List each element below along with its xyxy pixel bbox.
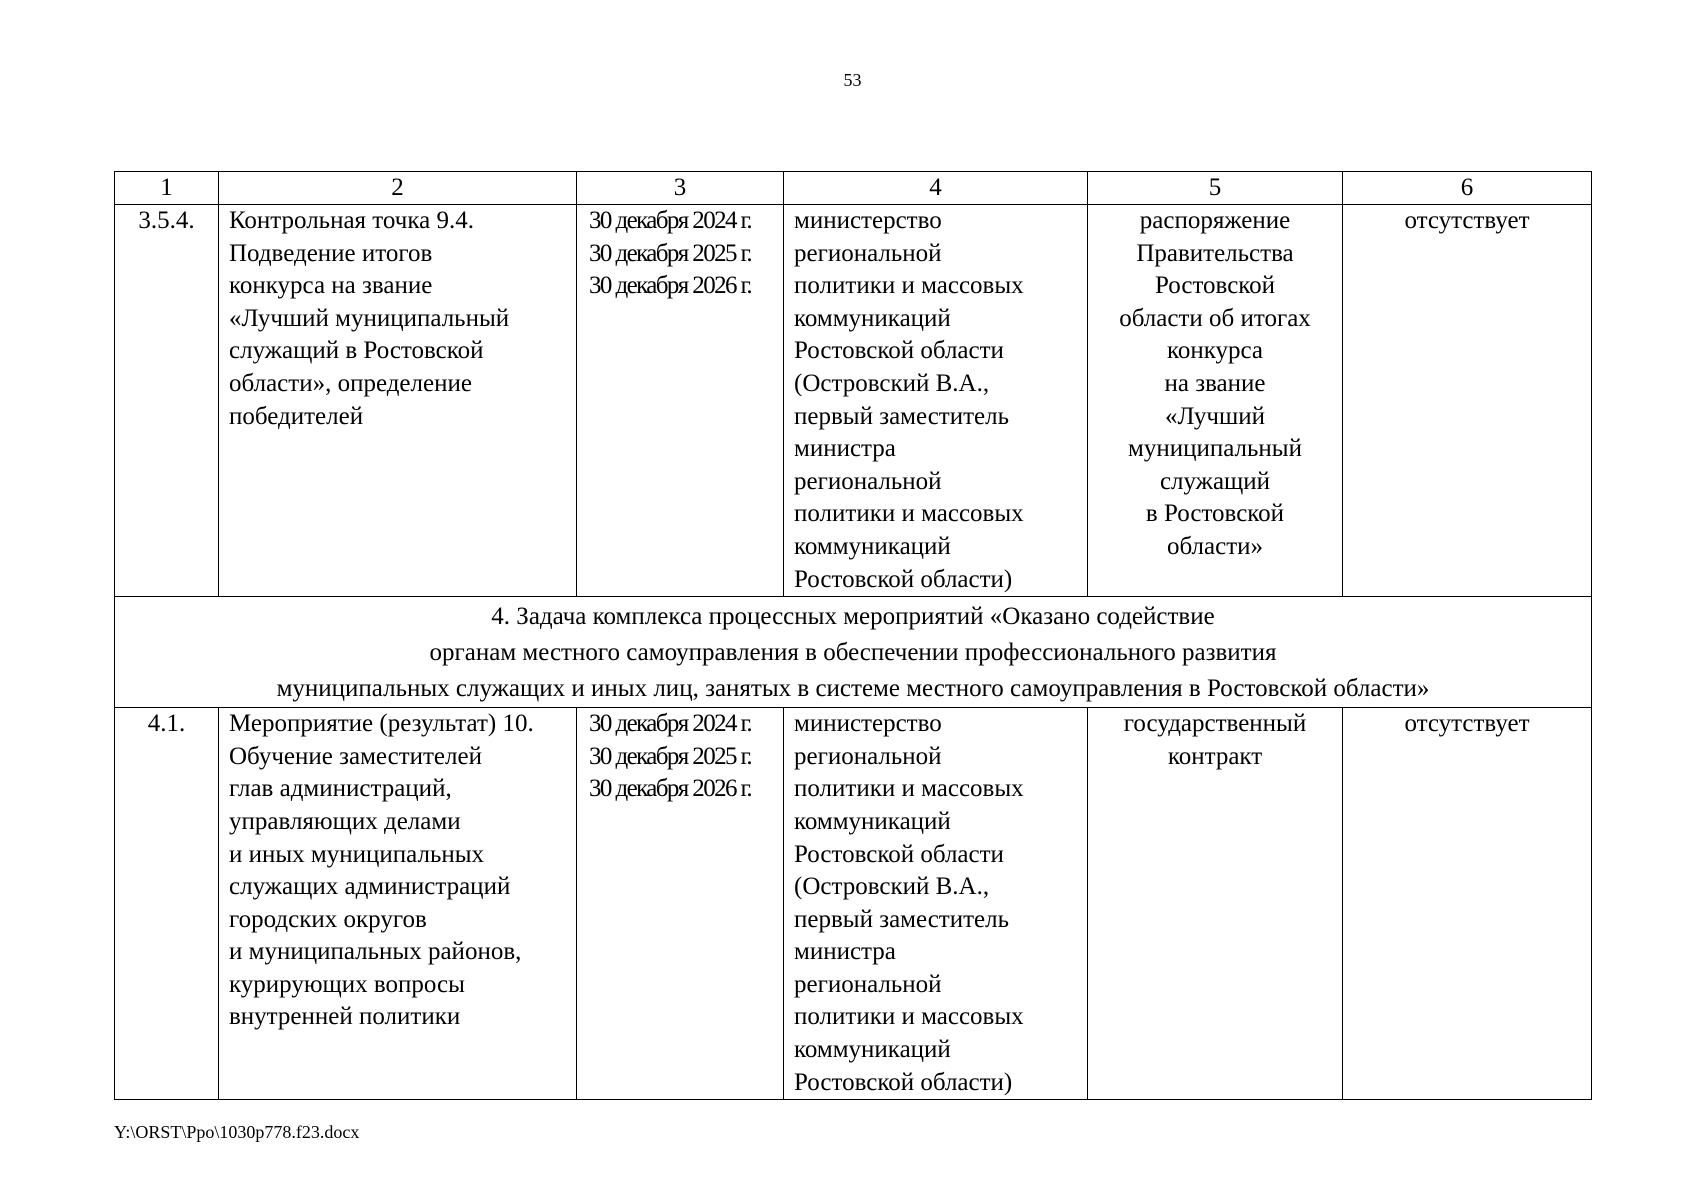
event-name-line: управляющих делами (229, 807, 461, 835)
column-header: 2 (219, 172, 577, 205)
document-line: распоряжение (1139, 207, 1291, 234)
responsible-line: региональной (794, 970, 942, 998)
deadline-cell (577, 708, 784, 1100)
document-line: служащий (1159, 467, 1271, 495)
responsible-line: региональной (794, 239, 942, 267)
event-name-line: и иных муниципальных (229, 840, 485, 868)
document-line: «Лучший (1165, 402, 1265, 430)
responsible-line: Ростовской области) (794, 565, 1013, 593)
event-name-line: служащих администраций (229, 873, 511, 901)
event-name-line: и муниципальных районов, (229, 938, 522, 966)
document-line: контракт (1167, 742, 1263, 770)
deadline-line: 30 декабря 2024 г. (589, 710, 752, 738)
event-name-line: области», определение (229, 369, 472, 397)
row-number: 4.1. (115, 708, 219, 1100)
document-line: муниципальный (1128, 435, 1302, 463)
column-header: 1 (115, 172, 219, 205)
event-name-line: Мероприятие (результат) 10. (229, 710, 534, 738)
event-name-cell (219, 708, 577, 1100)
task-heading-row (115, 597, 1592, 708)
task-heading-line: органам местного самоуправления в обеспечении профессионального развития (429, 639, 1277, 667)
responsible-line: первый заместитель (794, 402, 1010, 430)
file-path-footer: Y:\ORST\Ppo\1030p778.f23.docx (114, 1122, 360, 1142)
event-name-line: конкурса на звание (229, 272, 433, 300)
responsible-line: региональной (794, 467, 942, 495)
responsible-line: министерство (794, 710, 942, 738)
responsible-cell (784, 205, 1088, 597)
responsible-line: политики и массовых (794, 1003, 1024, 1031)
deadline-line: 30 декабря 2024 г. (589, 207, 752, 234)
table-header-row (115, 172, 1592, 205)
task-heading-line: муниципальных служащих и иных лиц, занятых в системе местного самоуправления в Ростовской области» (276, 675, 1430, 703)
event-name-line: Контрольная точка 9.4. (229, 207, 474, 234)
task-heading-cell (115, 597, 1592, 708)
responsible-line: Ростовской области) (794, 1068, 1013, 1096)
responsible-line: (Островский В.А., (794, 873, 990, 901)
event-name-line: городских округов (229, 905, 427, 933)
deadline-cell (577, 205, 784, 597)
event-name-line: «Лучший муниципальный (229, 304, 510, 332)
page-number: 53 (843, 70, 862, 90)
event-name-line: служащий в Ростовской (229, 337, 484, 365)
responsible-line: коммуникаций (794, 1036, 951, 1064)
responsible-line: региональной (794, 742, 942, 770)
event-name-line: внутренней политики (229, 1003, 461, 1031)
document-line: области» (1166, 532, 1264, 560)
event-name-line: курирующих вопросы (229, 970, 465, 998)
responsible-cell (784, 708, 1088, 1100)
responsible-line: политики и массовых (794, 775, 1024, 803)
responsible-line: первый заместитель (794, 905, 1010, 933)
event-name-line: глав администраций, (229, 775, 452, 803)
responsible-line: министерство (794, 207, 942, 234)
responsible-line: коммуникаций (794, 304, 951, 332)
document-line: Правительства (1136, 239, 1294, 267)
responsible-line: коммуникаций (794, 807, 951, 835)
responsible-line: Ростовской области (794, 840, 1004, 868)
responsible-line: коммуникаций (794, 532, 951, 560)
column-header: 3 (577, 172, 784, 205)
document-line: на звание (1164, 369, 1266, 397)
document-line: области об итогах (1119, 304, 1311, 332)
document-line: в Ростовской (1145, 500, 1285, 528)
deadline-line: 30 декабря 2026 г. (589, 272, 752, 300)
document-line: конкурса (1166, 337, 1264, 365)
document-line: государственный (1123, 710, 1307, 738)
table-row (115, 708, 1592, 1100)
event-name-line: Обучение заместителей (229, 742, 482, 770)
table-row (115, 205, 1592, 597)
plan-table (114, 171, 1592, 1100)
task-heading-line: 4. Задача комплекса процессных мероприятий «Оказано содействие (491, 603, 1215, 631)
event-name-cell (219, 205, 577, 597)
responsible-line: политики и массовых (794, 272, 1024, 300)
responsible-line: министра (794, 938, 896, 966)
document-line: Ростовской (1154, 272, 1276, 300)
document-cell (1088, 205, 1343, 597)
event-name-line: победителей (229, 402, 364, 430)
deadline-line: 30 декабря 2025 г. (589, 239, 752, 267)
document-cell (1088, 708, 1343, 1100)
column-header: 6 (1343, 172, 1592, 205)
responsible-line: (Островский В.А., (794, 369, 990, 397)
row-number: 3.5.4. (115, 205, 219, 597)
info-system-cell: отсутствует (1343, 205, 1592, 597)
info-system-cell: отсутствует (1343, 708, 1592, 1100)
column-header: 5 (1088, 172, 1343, 205)
column-header: 4 (784, 172, 1088, 205)
event-name-line: Подведение итогов (229, 239, 433, 267)
deadline-line: 30 декабря 2026 г. (589, 775, 752, 803)
responsible-line: министра (794, 435, 896, 463)
responsible-line: политики и массовых (794, 500, 1024, 528)
responsible-line: Ростовской области (794, 337, 1004, 365)
deadline-line: 30 декабря 2025 г. (589, 742, 752, 770)
